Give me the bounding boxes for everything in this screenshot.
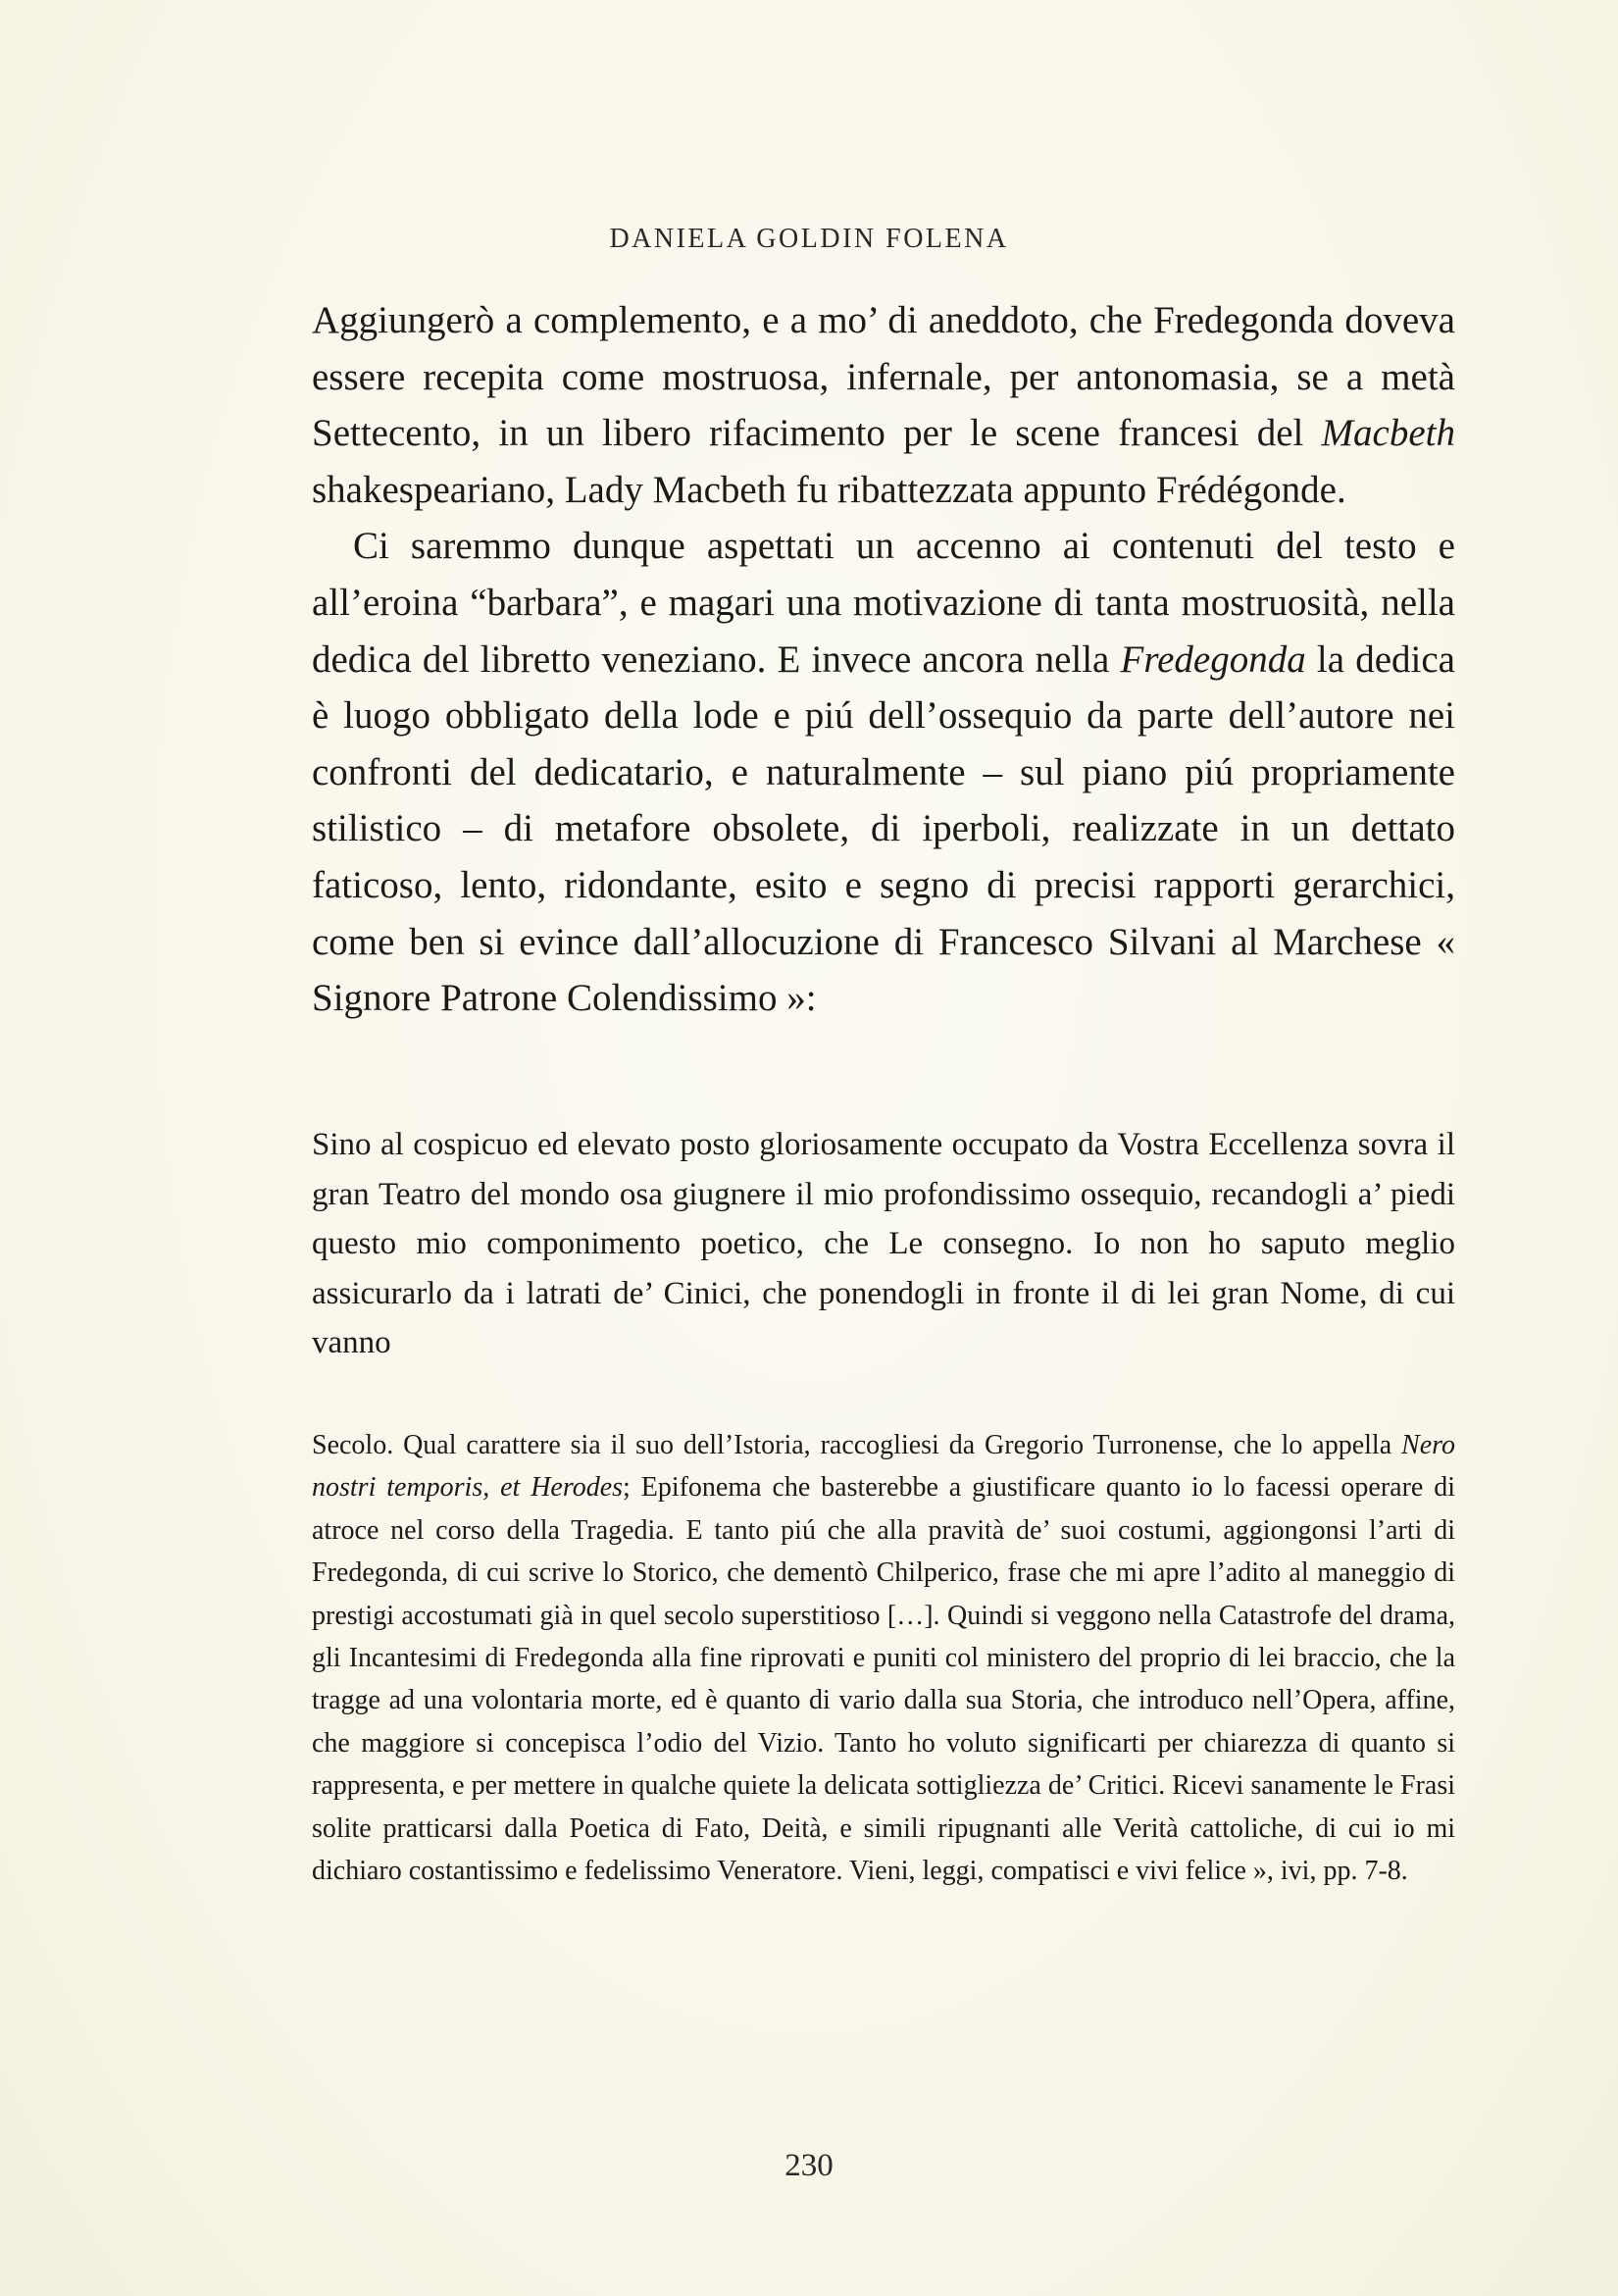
running-head: DANIELA GOLDIN FOLENA [609, 224, 1009, 254]
footnote-text-a: Secolo. Qual carattere sia il suo dell’Istoria, raccogliesi da Gregorio Turronense, che lo appella [312, 1430, 1402, 1460]
paragraph-2-text-a: Ci saremmo dunque aspettati un accenno ai contenuti del testo e all’eroina “barbara”, e magari una motivazione di tanta mostruosità, nella dedica del libretto veneziano. E invece ancora nella [312, 525, 1455, 681]
footnote-text [312, 1424, 1455, 1892]
paragraph-2 [312, 518, 1455, 1026]
footnote-text-b: ; Epifonema che basterebbe a giustificare quanto io lo facessi operare di atroce nel corso della Tragedia. E tanto piú che alla pravità de’ suoi costumi, aggiongonsi l’arti di Fredegonda, di cui scrive lo Storico, che dementò Chilperico, frase che mi apre l’adito al maneggio di prestigi accostumati già in quel secolo superstitioso […]. Quindi si veggono nella Catastrofe del drama, gli Incantesimi di Fredegonda alla fine riprovati e puniti col ministero del proprio di lei braccio, che la tragge ad una volontaria morte, ed è quanto di vario dalla sua Storia, che introduco nell’Opera, affine, che maggiore si concepisca l’odio del Vizio. Tanto ho voluto significarti per chiarezza di quanto si rappresenta, e per mettere in qualche quiete la delicata sottigliezza de’ Critici. Ricevi sanamente le Frasi solite pratticarsi dalla Poetica di Fato, Deità, e simili ripugnanti alle Verità cattoliche, di cui io mi dichiaro costantissimo e fedelissimo Veneratore. Vieni, leggi, compatisci e vivi felice », ivi, pp. 7-8. [312, 1472, 1455, 1887]
main-text [312, 292, 1455, 1027]
footnote [312, 1424, 1455, 1892]
block-quote [312, 1120, 1455, 1368]
paragraph-1-text-b: shakespeariano, Lady Macbeth fu ribattezzata appunto Frédégonde. [312, 468, 1346, 511]
title-macbeth: Macbeth [1321, 412, 1455, 455]
paragraph-1-text-a: Aggiungerò a complemento, e a mo’ di aneddoto, che Fredegonda doveva essere recepita come mostruosa, infernale, per antonomasia, se a metà Settecento, in un libero rifacimento per le scene francesi del [312, 299, 1455, 455]
title-fredegonda: Fredegonda [1120, 638, 1306, 681]
page-number: 230 [784, 2148, 834, 2183]
paragraph-2-text-b: la dedica è luogo obbligato della lode e piú dell’ossequio da parte dell’autore nei confronti del dedicatario, e naturalmente – sul piano piú propriamente stilistico – di metafore obsolete, di iperboli, realizzate in un dettato faticoso, lento, ridondante, esito e segno di precisi rapporti gerarchici, come ben si evince dall’allocuzione di Francesco Silvani al Marchese « Signore Patrone Colendissimo »: [312, 638, 1455, 1020]
paragraph-1 [312, 292, 1455, 518]
block-quote-text: Sino al cospicuo ed elevato posto gloriosamente occupato da Vostra Eccellenza sovra il gran Teatro del mondo osa giugnere il mio profondissimo ossequio, recandogli a’ piedi questo mio componimento poetico, che Le consegno. Io non ho saputo meglio assicurarlo da i latrati de’ Cinici, che ponendogli in fronte il di lei gran Nome, di cui vanno [312, 1127, 1455, 1360]
footnote-latin-quote: Nero nostri temporis, et Herodes [312, 1430, 1455, 1504]
